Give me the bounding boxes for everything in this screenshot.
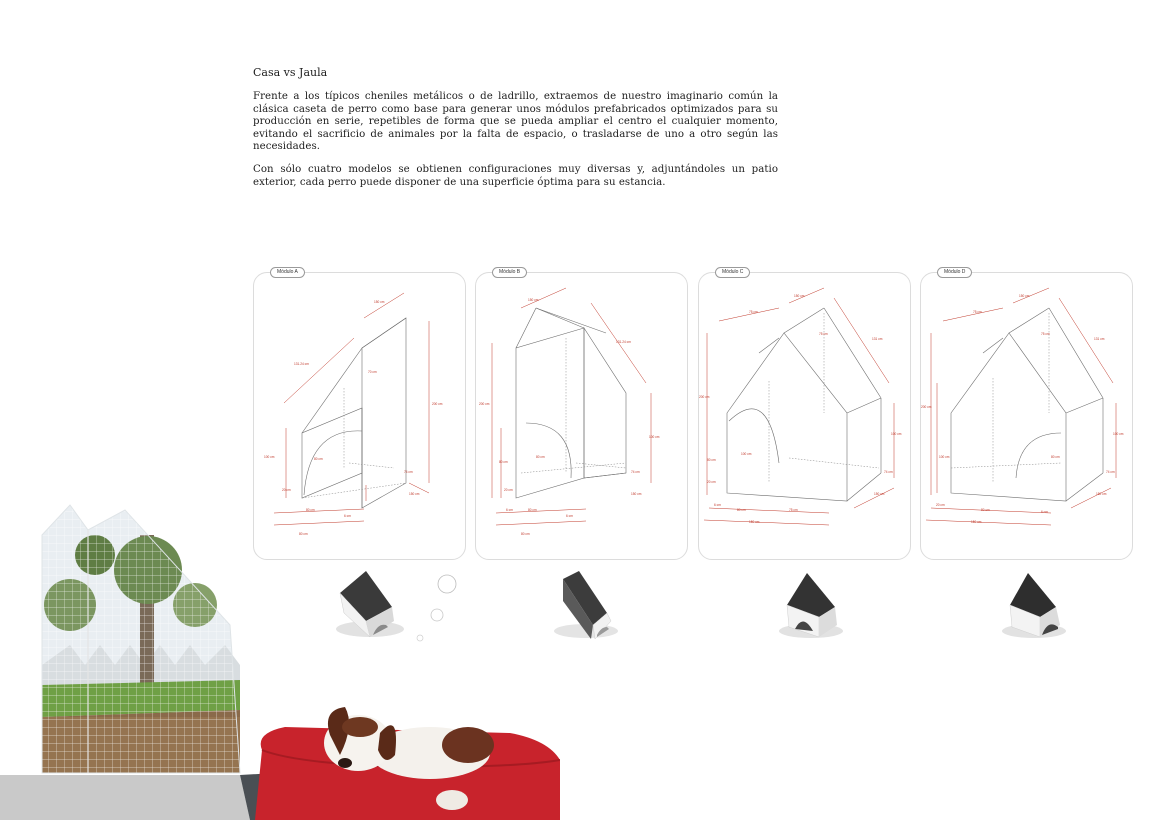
svg-text:150 cm: 150 cm <box>971 520 982 524</box>
svg-text:6 cm: 6 cm <box>566 514 573 518</box>
svg-text:6 cm: 6 cm <box>1041 510 1048 514</box>
svg-text:75 cm: 75 cm <box>1041 332 1050 336</box>
svg-text:80 cm: 80 cm <box>499 460 508 464</box>
intro-text <box>253 66 778 199</box>
svg-text:80 cm: 80 cm <box>314 457 323 461</box>
svg-text:150 cm: 150 cm <box>528 298 539 302</box>
svg-text:74 cm: 74 cm <box>631 470 640 474</box>
svg-text:80 cm: 80 cm <box>521 532 530 536</box>
svg-text:150 cm: 150 cm <box>409 492 420 496</box>
svg-text:80 cm: 80 cm <box>737 508 746 512</box>
svg-text:150 cm: 150 cm <box>374 300 385 304</box>
module-label: Módulo D <box>937 267 972 278</box>
module-label: Módulo C <box>715 267 750 278</box>
svg-text:80 cm: 80 cm <box>707 458 716 462</box>
svg-text:20 cm: 20 cm <box>936 503 945 507</box>
svg-text:75 cm: 75 cm <box>789 508 798 512</box>
kennel-scene-illustration <box>0 495 560 820</box>
svg-text:150 cm: 150 cm <box>1096 492 1107 496</box>
svg-text:150 cm: 150 cm <box>749 520 760 524</box>
svg-text:80 cm: 80 cm <box>528 508 537 512</box>
svg-text:150 cm: 150 cm <box>631 492 642 496</box>
svg-text:74 cm: 74 cm <box>404 470 413 474</box>
svg-text:131 cm: 131 cm <box>872 337 883 341</box>
svg-text:80 cm: 80 cm <box>1051 455 1060 459</box>
svg-text:200 cm: 200 cm <box>921 405 932 409</box>
svg-text:200 cm: 200 cm <box>479 402 490 406</box>
svg-text:100 cm: 100 cm <box>264 455 275 459</box>
svg-text:6 cm: 6 cm <box>714 503 721 507</box>
svg-text:80 cm: 80 cm <box>536 455 545 459</box>
page-title: Casa vs Jaula <box>253 66 328 79</box>
svg-text:70 cm: 70 cm <box>368 370 377 374</box>
svg-text:150 cm: 150 cm <box>874 492 885 496</box>
module-c-drawing <box>699 273 910 559</box>
module-c-render <box>765 565 855 645</box>
svg-text:100 cm: 100 cm <box>891 432 902 436</box>
svg-text:6 cm: 6 cm <box>344 514 351 518</box>
dim-slope: 131.24 cm <box>294 362 309 366</box>
module-card-c <box>698 269 911 560</box>
module-card-d <box>920 269 1133 560</box>
svg-text:75 cm: 75 cm <box>973 310 982 314</box>
paragraph-models: Con sólo cuatro modelos se obtienen configuraciones muy diversas y, adjuntándoles un patio exterior, cada perro puede disponer de una superficie óptima para su estancia. <box>253 163 778 188</box>
svg-text:74 cm: 74 cm <box>884 470 893 474</box>
svg-text:75 cm: 75 cm <box>749 310 758 314</box>
svg-text:6 cm: 6 cm <box>506 508 513 512</box>
svg-text:100 cm: 100 cm <box>649 435 660 439</box>
module-label: Módulo A <box>270 267 305 278</box>
svg-text:150 cm: 150 cm <box>794 294 805 298</box>
svg-text:75 cm: 75 cm <box>819 332 828 336</box>
svg-text:100 cm: 100 cm <box>741 452 752 456</box>
module-label: Módulo B <box>492 267 527 278</box>
svg-text:150 cm: 150 cm <box>1019 294 1030 298</box>
svg-text:80 cm: 80 cm <box>306 508 315 512</box>
svg-text:131.24 cm: 131.24 cm <box>616 340 631 344</box>
svg-text:131 cm: 131 cm <box>1094 337 1105 341</box>
svg-text:20 cm: 20 cm <box>504 488 513 492</box>
svg-text:200 cm: 200 cm <box>699 395 710 399</box>
paragraph-intro: Frente a los típicos cheniles metálicos o de ladrillo, extraemos de nuestro imaginario común la clásica caseta de perro como base para generar unos módulos prefabricados optimizados para su producción en serie, repetibles de forma que se pueda ampliar el centro el cualquier momento, evitando el sacrificio de animales por la falta de espacio, o trasladarse de uno a otro según las necesidades. <box>253 91 778 153</box>
svg-text:20 cm: 20 cm <box>707 480 716 484</box>
svg-text:80 cm: 80 cm <box>981 508 990 512</box>
module-d-render <box>988 565 1078 645</box>
svg-text:80 cm: 80 cm <box>299 532 308 536</box>
svg-text:20 cm: 20 cm <box>282 488 291 492</box>
svg-text:100 cm: 100 cm <box>939 455 950 459</box>
svg-text:100 cm: 100 cm <box>1113 432 1124 436</box>
svg-text:74 cm: 74 cm <box>1106 470 1115 474</box>
svg-text:200 cm: 200 cm <box>432 402 443 406</box>
module-d-drawing <box>921 273 1132 559</box>
